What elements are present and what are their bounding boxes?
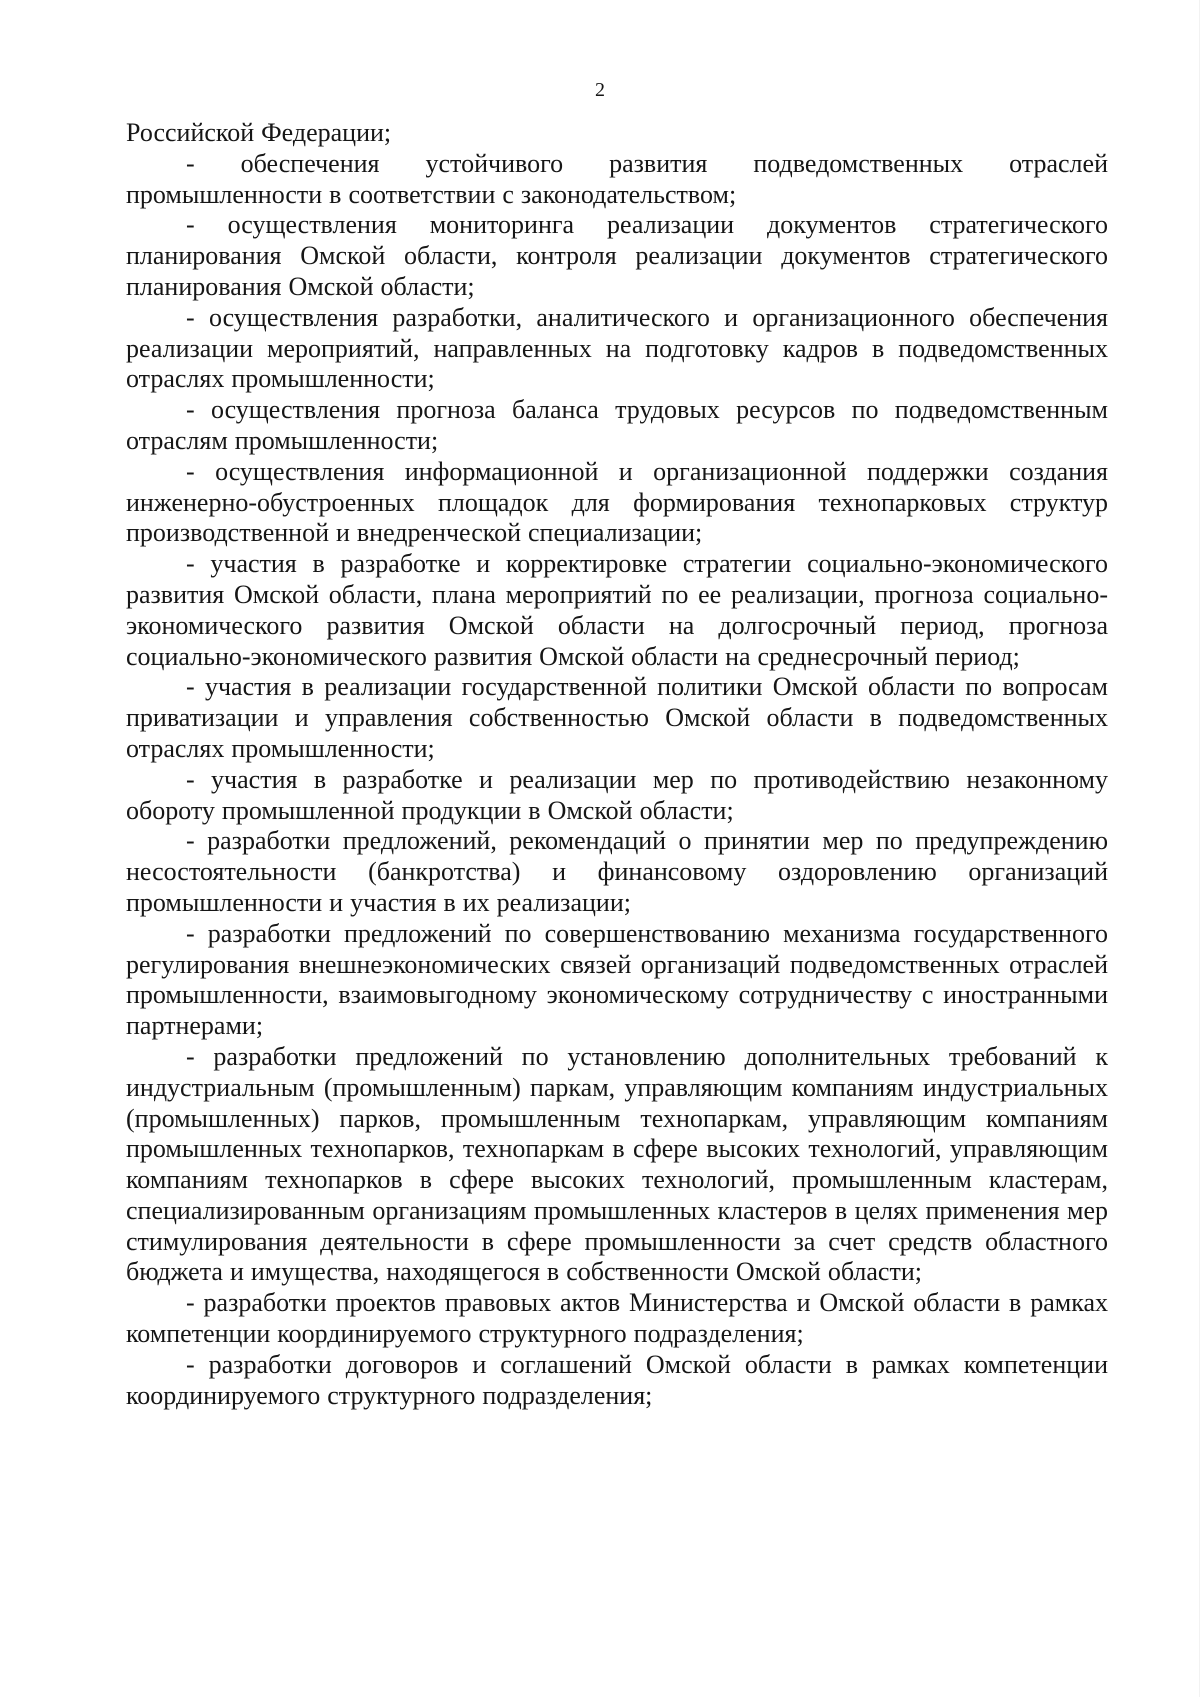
paragraph-item: - участия в реализации государственной политики Омской области по вопросам приватизации и управления собственностью Омской области в подведомственных отраслях промышленности; — [126, 672, 1108, 763]
paragraph-item: - обеспечения устойчивого развития подведомственных отраслей промышленности в соответствии с законодательством; — [126, 148, 1108, 209]
page-number: 2 — [595, 79, 605, 101]
paragraph-item: - разработки предложений по совершенствованию механизма государственного регулирования внешнеэкономических связей организаций подведомственных отраслей промышленности, взаимовыгодному экономическому сотрудничеству с иностранными партнерами; — [126, 918, 1108, 1041]
paragraph-item: - осуществления информационной и организационной поддержки создания инженерно-обустроенных площадок для формирования технопарковых структур производственной и внедренческой специализации; — [126, 456, 1108, 548]
paragraph-item: - разработки предложений, рекомендаций о принятии мер по предупреждению несостоятельности (банкротства) и финансовому оздоровлению организаций промышленности и участия в их реализации; — [126, 826, 1108, 917]
paragraph-item: - осуществления разработки, аналитического и организационного обеспечения реализации мероприятий, направленных на подготовку кадров в подведомственных отраслях промышленности; — [126, 302, 1108, 394]
paragraph-item: - разработки проектов правовых актов Министерства и Омской области в рамках компетенции координируемого структурного подразделения; — [126, 1288, 1108, 1349]
paragraph-item: - осуществления мониторинга реализации документов стратегического планирования Омской области, контроля реализации документов стратегического планирования Омской области; — [126, 210, 1108, 301]
paragraph-continuation: Российской Федерации; — [126, 118, 392, 147]
paragraph-item: - осуществления прогноза баланса трудовых ресурсов по подведомственным отраслям промышленности; — [126, 395, 1108, 455]
paragraph-item: - разработки договоров и соглашений Омской области в рамках компетенции координируемого структурного подразделения; — [126, 1349, 1108, 1410]
document-body — [126, 118, 1108, 1411]
paragraph-item: - участия в разработке и реализации мер по противодействию незаконному обороту промышленной продукции в Омской области; — [126, 764, 1108, 825]
paragraph-item: - участия в разработке и корректировке стратегии социально-экономического развития Омской области, плана мероприятий по ее реализации, прогноза социально-экономического развития Омской области на долгосрочный период, прогноза социально-экономического развития Омской области на среднесрочный период; — [126, 549, 1108, 671]
paragraph-item: - разработки предложений по установлению дополнительных требований к индустриальным (промышленным) паркам, управляющим компаниям индустриальных (промышленных) парков, промышленным технопаркам, управляющим компаниям промышленных технопарков, технопаркам в сфере высоких технологий, управляющим компаниям технопарков в сфере высоких технологий, промышленным кластерам, специализированным организациям промышленных кластеров в целях применения мер стимулирования деятельности в сфере промышленности за счет средств областного бюджета и имущества, находящегося в собственности Омской области; — [126, 1041, 1108, 1287]
